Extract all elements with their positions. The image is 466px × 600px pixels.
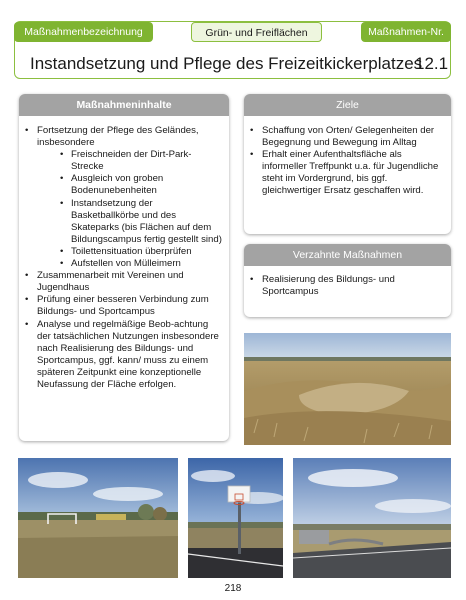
label-category: Grün- und Freiflächen: [191, 22, 322, 42]
photo-dirt-park: [244, 333, 451, 445]
goals-box: [244, 94, 451, 234]
list-item: • Zusammenarbeit mit Vereinen und Jugendhaus: [19, 270, 223, 294]
sub-list-item: • Instandsetzung der Basketballkörbe und des Skateparks (bis Flächen auf dem Bildungscampus fertig gestellt sind): [37, 198, 223, 246]
photo-kicker-field: [18, 458, 178, 578]
label-massnahmen-nr: Maßnahmen-Nr.: [361, 22, 451, 42]
list-item: • Erhalt einer Aufenthaltsfläche als informeller Treffpunkt u.a. für Jugendliche steht im Vordergrund, bis ggf. gleichwertiger Ersatz geschaffen wird.: [244, 149, 445, 197]
sub-list-item: • Toilettensituation überprüfen: [37, 246, 223, 258]
goals-box-heading: Ziele: [244, 94, 451, 116]
page-title: Instandsetzung und Pflege des Freizeitkickerplatzes: [30, 54, 423, 73]
page-number: 218: [224, 583, 242, 594]
list-item: • Schaffung von Orten/ Gelegenheiten der Begegnung und Bewegung im Alltag: [244, 125, 445, 149]
content-box: [19, 94, 229, 441]
list-item: • Realisierung des Bildungs- und Sportcampus: [244, 274, 445, 298]
linked-measures-heading: Verzahnte Maßnahmen: [244, 244, 451, 266]
content-box-heading: Maßnahmeninhalte: [19, 94, 229, 116]
list-item: • Prüfung einer besseren Verbindung zum Bildungs- und Sportcampus: [19, 294, 223, 318]
measure-number: 12.1: [415, 54, 449, 73]
sub-list-item: • Ausgleich von groben Bodenunebenheiten: [37, 173, 223, 197]
list-item: • Fortsetzung der Pflege des Geländes, insbesondere • Freischneiden der Dirt-Park-Strecke • Ausgleich von groben Bodenunebenheiten • Instandsetzung der Basketballkörbe und des Skateparks (bis Flächen auf dem Bildungscampus fertig gestellt sind) • Toilettensituation überprüfen • Aufstellen von Mülleimern: [19, 125, 223, 270]
sub-list-item: • Freischneiden der Dirt-Park-Strecke: [37, 149, 223, 173]
label-massnahmenbezeichnung: Maßnahmenbezeichnung: [14, 22, 153, 42]
linked-measures-box: [244, 244, 451, 317]
photo-basketball-hoop: [188, 458, 283, 578]
sub-list-item: • Aufstellen von Mülleimern: [37, 258, 223, 270]
photo-skate-park: [293, 458, 451, 578]
list-item: • Analyse und regelmäßige Beob-achtung der tatsächlichen Nutzungen insbesondere nach Realisierung des Bildungs- und Sportcampus, ggf. kann/ muss zu einem späteren Zeitpunkt eine konzeptionelle Neufassung der Fläche erfolgen.: [19, 319, 223, 392]
